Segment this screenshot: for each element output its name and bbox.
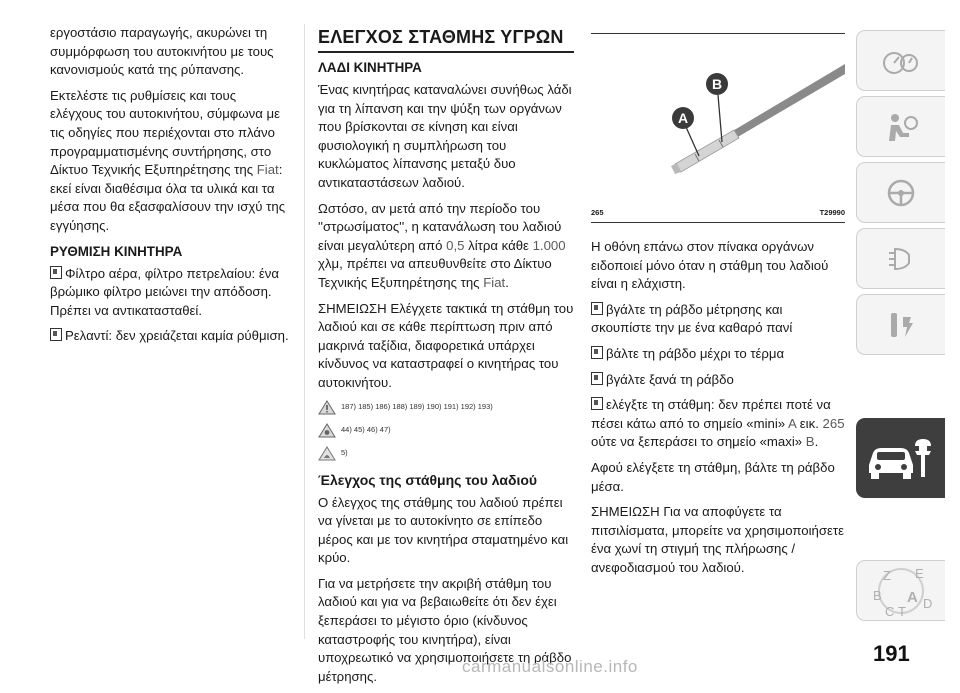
tab-warning-lights[interactable] xyxy=(856,228,945,289)
paragraph-display-warning: Η οθόνη επάνω στον πίνακα οργάνων ειδοποιεί μόνο όταν η στάθμη του λαδιού είναι η ελάχιστη. xyxy=(591,239,829,292)
bullet-square-icon xyxy=(591,372,603,385)
caution-hand-icon xyxy=(318,423,336,438)
bullet-square-icon xyxy=(591,397,603,410)
tab-emergency[interactable] xyxy=(856,294,945,355)
watermark: carmanualsonline.info xyxy=(462,657,638,676)
tab-dashboard[interactable] xyxy=(856,30,945,91)
bullet-insert: βάλτε τη ράβδο μέχρι το τέρμα xyxy=(591,345,845,364)
paragraph-emission-compliance: εργοστάσιο παραγωγής, ακυρώνει τη συμμόρφωση του αυτοκινήτου με τους κανονισμούς κατά της ρύπανσης. xyxy=(50,25,274,78)
reference-row-environment: 5) xyxy=(318,446,574,461)
column-middle xyxy=(318,24,574,693)
svg-text:B: B xyxy=(873,587,882,603)
svg-text:Z: Z xyxy=(883,567,891,583)
paragraph-oil-consumption: Ένας κινητήρας καταναλώνει συνήθως λάδι για τη λίπανση και την ψύξη των οργάνων που βρίσκονται σε κίνηση και είναι φυσιολογική η συμπλήρωση του κυκλώματος λίπανσης μεταξύ δυο αντικαταστάσεων λαδιού. xyxy=(318,82,572,190)
figure-code: T29990 xyxy=(819,208,845,217)
warning-light-icon xyxy=(881,243,921,275)
car-safety-icon xyxy=(881,111,921,143)
figure-number: 265 xyxy=(591,208,604,217)
paragraph-use-dipstick: Για να μετρήσετε την ακριβή στάθμη του λαδιού και για να βεβαιωθείτε ότι δεν έχει ξεπεράσει το μέγιστο όριο (κίνδυνος καταστροφής του κινητήρα), είναι υποχρεωτικό να χρησιμοποιήσετε τη ράβδο μέτρησης. xyxy=(318,575,572,684)
brand-fiat: Fiat xyxy=(256,162,279,178)
bullet-square-icon xyxy=(591,302,603,315)
paragraph-maintenance-plan: Εκτελέστε τις ρυθμίσεις και τους ελέγχους του αυτοκινήτου, σύμφωνα με τις οδηγίες που περιέχονται στο πλάνο προγραμματισμένης συντήρησης, στο Δίκτυο Τεχνικής Εξυπηρέτησης της Fiat: εκεί είναι διαθέσιμα όλα τα υλικά και τα μέσα που θα εξασφαλίσουν την ισχύ της εγγύησης. xyxy=(50,87,286,233)
svg-text:T: T xyxy=(898,603,906,619)
column-right xyxy=(591,238,845,585)
svg-text:C: C xyxy=(885,603,895,619)
figure-label-a: A xyxy=(677,110,689,126)
dipstick-figure xyxy=(591,33,845,223)
heading-engine-tuning: ΡΥΘΜΙΣΗ ΚΙΝΗΤΗΡΑ xyxy=(50,243,183,259)
page-number: 191 xyxy=(873,641,910,666)
car-maintenance-icon xyxy=(865,433,937,483)
dipstick-illustration xyxy=(591,34,845,206)
paragraph-reinsert: Αφού ελέγξετε τη στάθμη, βάλτε τη ράβδο μέσα. xyxy=(591,459,835,494)
tab-safety[interactable] xyxy=(856,96,945,157)
bullet-check-level: ελέγξτε τη στάθμη: δεν πρέπει ποτέ να πέσει κάτω από το σημείο «mini» A εικ. 265 ούτε να ξεπεράσει το σημείο «maxi» B. xyxy=(591,397,845,450)
bullet-remove-wipe: βγάλτε τη ράβδο μέτρησης και σκουπίστε την με ένα καθαρό πανί xyxy=(591,301,793,336)
tab-index[interactable] xyxy=(856,560,945,621)
figure-label-b: B xyxy=(711,76,723,92)
emergency-icon xyxy=(881,309,921,341)
bullet-idle: Ρελαντί: δεν χρειάζεται καμία ρύθμιση. xyxy=(50,327,290,346)
subheading-engine-oil: ΛΑΔΙ ΚΙΝΗΤΗΡΑ xyxy=(318,60,422,75)
bullet-square-icon xyxy=(50,266,62,279)
note-check-level: ΣΗΜΕΙΩΣΗ Ελέγχετε τακτικά τη στάθμη του λαδιού και σε κάθε περίπτωση πριν από μακρινά ταξίδια, διαφορετικά υπάρχει κίνδυνος να καταστραφεί ο κινητήρας του αυτοκινήτου. xyxy=(318,300,574,390)
column-divider xyxy=(304,24,305,639)
heading-oil-level-check: Έλεγχος της στάθμης του λαδιού xyxy=(318,471,538,488)
paragraph-running-in: Ωστόσο, αν μετά από την περίοδο του ''στρωσίματος'', η κατανάλωση του λαδιού είναι μεγαλύτερη από 0,5 λίτρα κάθε 1.000 χλμ, πρέπει να απευθυνθείτε στο Δίκτυο Τεχνικής Εξυπηρέτησης της Fiat. xyxy=(318,200,566,290)
reference-row-warnings: 187) 185) 186) 188) 189) 190) 191) 192) 193) xyxy=(318,400,574,415)
paragraph-check-conditions: Ο έλεγχος της στάθμης του λαδιού πρέπει να γίνεται με το αυτοκίνητο σε επίπεδο μέρος και με τον κινητήρα σταματημένο και κρύο. xyxy=(318,494,569,566)
reference-row-cautions: 44) 45) 46) 47) xyxy=(318,423,574,438)
bullet-square-icon xyxy=(50,328,62,341)
note-funnel: ΣΗΜΕΙΩΣΗ Για να αποφύγετε τα πιτσιλίσματα, μπορείτε να χρησιμοποιήσετε ένα χωνί τη στιγμή της πλήρωσης / ανεφοδιασμού του λαδιού. xyxy=(591,504,844,575)
bullet-square-icon xyxy=(591,346,603,359)
tab-driving[interactable] xyxy=(856,162,945,223)
svg-text:E: E xyxy=(915,565,924,581)
tab-maintenance[interactable] xyxy=(856,418,945,498)
warning-triangle-icon xyxy=(318,400,336,415)
steering-wheel-icon xyxy=(881,177,921,209)
svg-text:D: D xyxy=(923,595,933,611)
alphabetical-index-icon xyxy=(865,562,937,620)
bullet-remove-again: βγάλτε ξανά τη ράβδο xyxy=(591,371,845,390)
dashboard-gauge-icon xyxy=(881,45,921,77)
brand-fiat: Fiat xyxy=(483,274,506,290)
svg-text:A: A xyxy=(907,588,918,606)
column-left xyxy=(50,24,290,353)
environment-hand-icon xyxy=(318,446,336,461)
section-title: ΕΛΕΓΧΟΣ ΣΤΑΘΜΗΣ ΥΓΡΩΝ xyxy=(318,26,574,53)
bullet-filters: Φίλτρο αέρα, φίλτρο πετρελαίου: ένα βρώμικο φίλτρο μειώνει την απόδοση. Πρέπει να αντικατασταθεί. xyxy=(50,265,279,318)
